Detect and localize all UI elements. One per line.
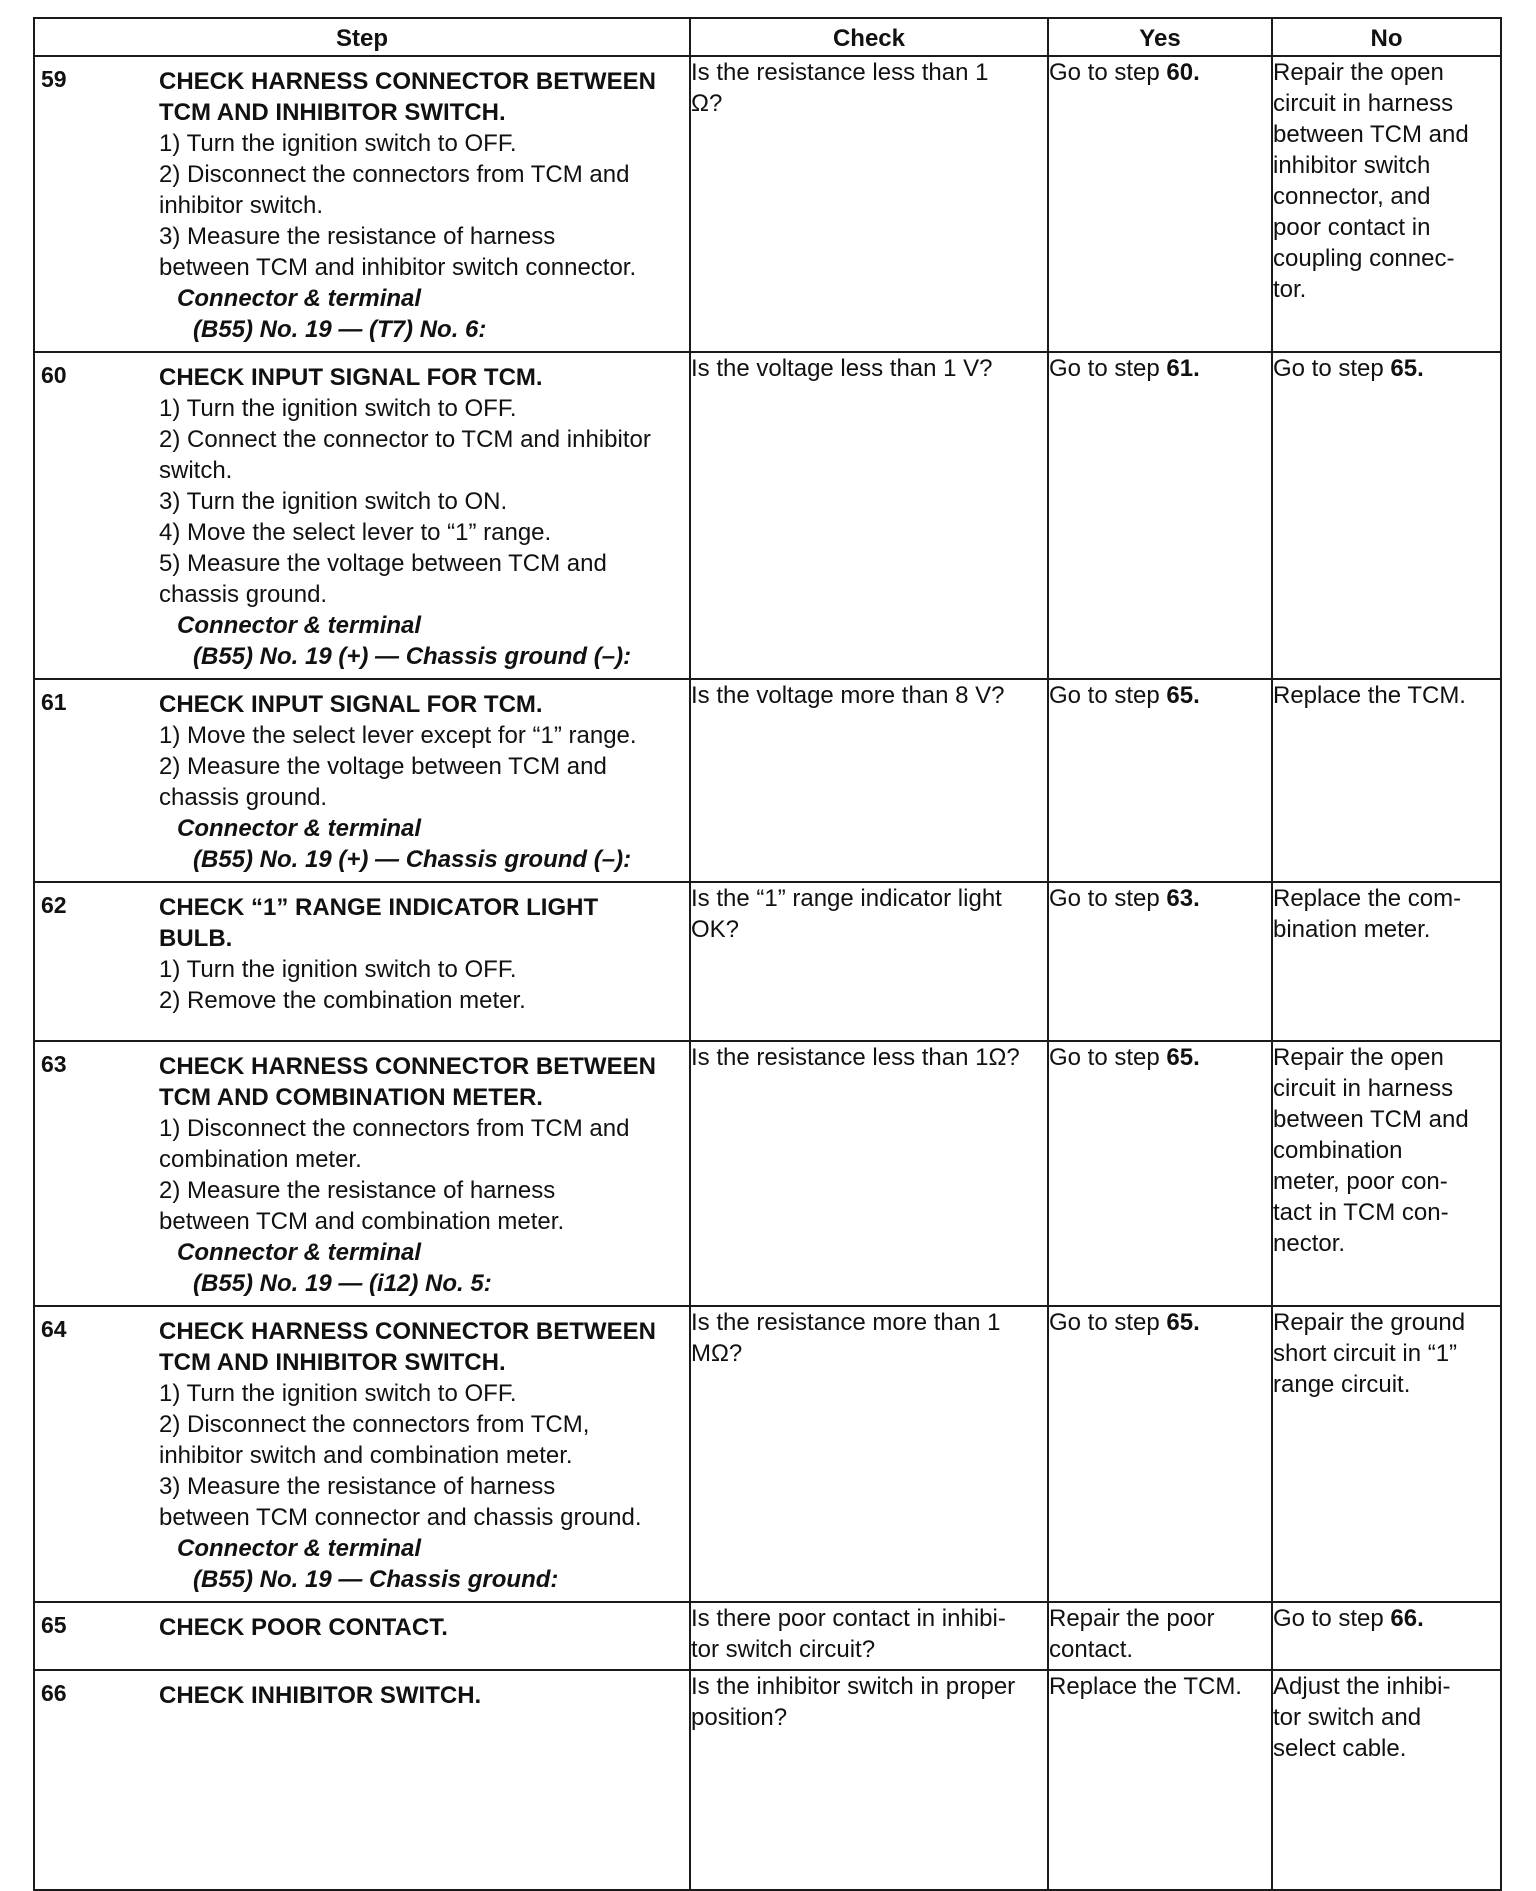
step-cell bbox=[34, 1602, 690, 1670]
instruction-line: 3) Measure the resistance of harness bbox=[159, 223, 556, 250]
step-title bbox=[159, 689, 681, 720]
check-cell bbox=[690, 882, 1048, 1041]
no-cell bbox=[1272, 1602, 1501, 1670]
step-number: 60 bbox=[41, 362, 67, 388]
connector-terminal: (B55) No. 19 — (i12) No. 5: bbox=[193, 1270, 492, 1297]
yes-text: Go to step bbox=[1049, 1044, 1167, 1071]
check-line: position? bbox=[691, 1704, 788, 1731]
connector-terminal: (B55) No. 19 (+) — Chassis ground (–): bbox=[193, 846, 632, 873]
no-cell bbox=[1272, 56, 1501, 352]
no-line: poor contact in bbox=[1273, 214, 1431, 241]
no-line: Replace the TCM. bbox=[1273, 682, 1466, 709]
instruction-line: 1) Turn the ignition switch to OFF. bbox=[159, 1380, 517, 1407]
no-cell bbox=[1272, 352, 1501, 679]
table-row bbox=[34, 882, 1501, 1041]
no-line: meter, poor con- bbox=[1273, 1168, 1448, 1195]
step-title-line: CHECK POOR CONTACT. bbox=[159, 1614, 448, 1641]
connector-label: Connector & terminal bbox=[177, 285, 422, 312]
table-row bbox=[34, 352, 1501, 679]
instruction-line: 2) Measure the resistance of harness bbox=[159, 1177, 556, 1204]
step-body bbox=[35, 57, 689, 351]
instruction-line: 1) Move the select lever except for “1” range. bbox=[159, 722, 637, 749]
step-body bbox=[35, 353, 689, 678]
step-body bbox=[35, 1603, 689, 1649]
check-line: OK? bbox=[691, 916, 740, 943]
instruction-line: chassis ground. bbox=[159, 581, 328, 608]
connector-terminal: (B55) No. 19 — (T7) No. 6: bbox=[193, 316, 487, 343]
check-line: Is the inhibitor switch in proper bbox=[691, 1673, 1016, 1700]
check-line: MΩ? bbox=[691, 1340, 743, 1367]
instruction-line: 1) Turn the ignition switch to OFF. bbox=[159, 956, 517, 983]
check-line: Is the resistance less than 1 bbox=[691, 59, 989, 86]
step-cell bbox=[34, 352, 690, 679]
step-body bbox=[35, 1307, 689, 1601]
step-number: 66 bbox=[41, 1680, 67, 1706]
check-line: Is the resistance more than 1 bbox=[691, 1309, 1001, 1336]
instruction-line: 5) Measure the voltage between TCM and bbox=[159, 550, 607, 577]
step-body bbox=[35, 883, 689, 1022]
yes-cell bbox=[1048, 1041, 1272, 1306]
no-line: tact in TCM con- bbox=[1273, 1199, 1449, 1226]
check-cell bbox=[690, 1602, 1048, 1670]
instruction-line: between TCM and inhibitor switch connector. bbox=[159, 254, 637, 281]
step-instruction bbox=[159, 128, 681, 159]
step-title-line: CHECK INPUT SIGNAL FOR TCM. bbox=[159, 691, 543, 718]
yes-cell bbox=[1048, 679, 1272, 882]
yes-text: Go to step bbox=[1049, 682, 1167, 709]
step-instruction bbox=[159, 985, 681, 1016]
connector-label: Connector & terminal bbox=[177, 815, 422, 842]
instruction-line: 3) Turn the ignition switch to ON. bbox=[159, 488, 508, 515]
diagnostic-table bbox=[33, 17, 1502, 1891]
check-line: Ω? bbox=[691, 90, 723, 117]
yes-cell bbox=[1048, 56, 1272, 352]
no-line: combination bbox=[1273, 1137, 1403, 1164]
instruction-line: 2) Measure the voltage between TCM and bbox=[159, 753, 607, 780]
instruction-line: between TCM and combination meter. bbox=[159, 1208, 565, 1235]
check-cell bbox=[690, 679, 1048, 882]
no-cell bbox=[1272, 679, 1501, 882]
no-line: Replace the com- bbox=[1273, 885, 1462, 912]
step-number: 62 bbox=[41, 892, 67, 918]
no-text: Go to step bbox=[1273, 355, 1391, 382]
instruction-line: combination meter. bbox=[159, 1146, 362, 1173]
no-line: inhibitor switch bbox=[1273, 152, 1431, 179]
step-cell bbox=[34, 1306, 690, 1602]
step-title-line: BULB. bbox=[159, 925, 233, 952]
step-title bbox=[159, 1051, 681, 1113]
step-number: 65 bbox=[41, 1612, 67, 1638]
step-title-line: CHECK HARNESS CONNECTOR BETWEEN bbox=[159, 1053, 656, 1080]
instruction-line: 2) Connect the connector to TCM and inhibitor bbox=[159, 426, 651, 453]
yes-text: Go to step bbox=[1049, 885, 1167, 912]
step-body bbox=[35, 680, 689, 881]
step-number: 63 bbox=[41, 1051, 67, 1077]
check-cell bbox=[690, 1670, 1048, 1890]
step-title bbox=[159, 66, 681, 128]
connector-label: Connector & terminal bbox=[177, 612, 422, 639]
no-line: nector. bbox=[1273, 1230, 1346, 1257]
step-title bbox=[159, 1612, 681, 1643]
header-step: Step bbox=[34, 18, 690, 56]
step-number: 61 bbox=[41, 689, 67, 715]
instruction-line: 2) Disconnect the connectors from TCM, bbox=[159, 1411, 590, 1438]
step-instruction bbox=[159, 393, 681, 424]
step-title bbox=[159, 892, 681, 954]
no-line: short circuit in “1” bbox=[1273, 1340, 1458, 1367]
step-title-line: TCM AND INHIBITOR SWITCH. bbox=[159, 1349, 506, 1376]
check-cell bbox=[690, 1306, 1048, 1602]
check-line: Is the “1” range indicator light bbox=[691, 885, 1002, 912]
header-no: No bbox=[1272, 18, 1501, 56]
no-cell bbox=[1272, 1306, 1501, 1602]
step-instruction bbox=[159, 751, 681, 813]
step-instruction bbox=[159, 954, 681, 985]
step-title-line: CHECK “1” RANGE INDICATOR LIGHT bbox=[159, 894, 599, 921]
step-instruction bbox=[159, 1175, 681, 1237]
table-row bbox=[34, 1306, 1501, 1602]
step-instruction bbox=[159, 1471, 681, 1533]
instruction-line: 1) Turn the ignition switch to OFF. bbox=[159, 130, 517, 157]
no-line: between TCM and bbox=[1273, 1106, 1469, 1133]
yes-text: Go to step bbox=[1049, 355, 1167, 382]
check-line: Is there poor contact in inhibi- bbox=[691, 1605, 1006, 1632]
step-title-line: CHECK INHIBITOR SWITCH. bbox=[159, 1682, 482, 1709]
step-cell bbox=[34, 882, 690, 1041]
no-line: bination meter. bbox=[1273, 916, 1431, 943]
yes-step-ref: 61. bbox=[1166, 355, 1200, 382]
table-row bbox=[34, 1041, 1501, 1306]
no-line: Repair the open bbox=[1273, 59, 1444, 86]
connector-terminal: (B55) No. 19 — Chassis ground: bbox=[193, 1566, 559, 1593]
no-line: Repair the ground bbox=[1273, 1309, 1466, 1336]
step-title bbox=[159, 1680, 681, 1711]
connector-label: Connector & terminal bbox=[177, 1535, 422, 1562]
step-instruction bbox=[159, 720, 681, 751]
check-cell bbox=[690, 352, 1048, 679]
header-row bbox=[34, 18, 1501, 56]
step-cell bbox=[34, 56, 690, 352]
step-body bbox=[35, 1671, 689, 1717]
instruction-line: switch. bbox=[159, 457, 233, 484]
instruction-line: 3) Measure the resistance of harness bbox=[159, 1473, 556, 1500]
no-line: range circuit. bbox=[1273, 1371, 1411, 1398]
instruction-line: inhibitor switch. bbox=[159, 192, 324, 219]
instruction-line: between TCM connector and chassis ground. bbox=[159, 1504, 642, 1531]
step-instruction bbox=[159, 159, 681, 221]
step-body bbox=[35, 1042, 689, 1305]
no-line: tor. bbox=[1273, 276, 1307, 303]
instruction-line: 4) Move the select lever to “1” range. bbox=[159, 519, 552, 546]
table-row bbox=[34, 1670, 1501, 1890]
step-title bbox=[159, 1316, 681, 1378]
step-title-line: CHECK HARNESS CONNECTOR BETWEEN bbox=[159, 68, 656, 95]
no-cell bbox=[1272, 1670, 1501, 1890]
check-line: Is the resistance less than 1Ω? bbox=[691, 1044, 1020, 1071]
step-cell bbox=[34, 1670, 690, 1890]
yes-step-ref: 65. bbox=[1166, 1044, 1200, 1071]
yes-line: Replace the TCM. bbox=[1049, 1673, 1242, 1700]
yes-step-ref: 65. bbox=[1166, 1309, 1200, 1336]
step-instruction bbox=[159, 1378, 681, 1409]
yes-step-ref: 60. bbox=[1166, 59, 1200, 86]
yes-step-ref: 65. bbox=[1166, 682, 1200, 709]
header-yes: Yes bbox=[1048, 18, 1272, 56]
check-line: Is the voltage more than 8 V? bbox=[691, 682, 1005, 709]
no-line: Adjust the inhibi- bbox=[1273, 1673, 1451, 1700]
instruction-line: 1) Disconnect the connectors from TCM and bbox=[159, 1115, 630, 1142]
check-cell bbox=[690, 1041, 1048, 1306]
check-cell bbox=[690, 56, 1048, 352]
instruction-line: inhibitor switch and combination meter. bbox=[159, 1442, 573, 1469]
yes-line: Repair the poor bbox=[1049, 1605, 1215, 1632]
instruction-line: 2) Remove the combination meter. bbox=[159, 987, 526, 1014]
check-line: tor switch circuit? bbox=[691, 1636, 876, 1663]
no-cell bbox=[1272, 1041, 1501, 1306]
step-number: 59 bbox=[41, 66, 67, 92]
no-step-ref: 66. bbox=[1390, 1605, 1424, 1632]
yes-line: contact. bbox=[1049, 1636, 1134, 1663]
step-number: 64 bbox=[41, 1316, 67, 1342]
no-step-ref: 65. bbox=[1390, 355, 1424, 382]
instruction-line: 2) Disconnect the connectors from TCM and bbox=[159, 161, 630, 188]
step-title-line: TCM AND COMBINATION METER. bbox=[159, 1084, 543, 1111]
table-row bbox=[34, 1602, 1501, 1670]
yes-cell bbox=[1048, 352, 1272, 679]
step-cell bbox=[34, 679, 690, 882]
table-row bbox=[34, 679, 1501, 882]
yes-cell bbox=[1048, 1306, 1272, 1602]
step-title-line: CHECK INPUT SIGNAL FOR TCM. bbox=[159, 364, 543, 391]
yes-cell bbox=[1048, 1670, 1272, 1890]
no-line: select cable. bbox=[1273, 1735, 1407, 1762]
yes-text: Go to step bbox=[1049, 1309, 1167, 1336]
check-line: Is the voltage less than 1 V? bbox=[691, 355, 993, 382]
step-instruction bbox=[159, 1113, 681, 1175]
no-line: circuit in harness bbox=[1273, 1075, 1454, 1102]
step-instruction bbox=[159, 486, 681, 517]
connector-terminal: (B55) No. 19 (+) — Chassis ground (–): bbox=[193, 643, 632, 670]
no-line: coupling connec- bbox=[1273, 245, 1455, 272]
step-instruction bbox=[159, 221, 681, 283]
step-instruction bbox=[159, 424, 681, 486]
table-row bbox=[34, 56, 1501, 352]
no-text: Go to step bbox=[1273, 1605, 1391, 1632]
no-line: between TCM and bbox=[1273, 121, 1469, 148]
header-check: Check bbox=[690, 18, 1048, 56]
step-instruction bbox=[159, 517, 681, 548]
step-title bbox=[159, 362, 681, 393]
step-instruction bbox=[159, 1409, 681, 1471]
no-line: tor switch and bbox=[1273, 1704, 1422, 1731]
step-title-line: TCM AND INHIBITOR SWITCH. bbox=[159, 99, 506, 126]
step-instruction bbox=[159, 548, 681, 610]
step-title-line: CHECK HARNESS CONNECTOR BETWEEN bbox=[159, 1318, 656, 1345]
yes-text: Go to step bbox=[1049, 59, 1167, 86]
connector-label: Connector & terminal bbox=[177, 1239, 422, 1266]
instruction-line: 1) Turn the ignition switch to OFF. bbox=[159, 395, 517, 422]
yes-cell bbox=[1048, 1602, 1272, 1670]
no-cell bbox=[1272, 882, 1501, 1041]
yes-step-ref: 63. bbox=[1166, 885, 1200, 912]
instruction-line: chassis ground. bbox=[159, 784, 328, 811]
no-line: circuit in harness bbox=[1273, 90, 1454, 117]
no-line: Repair the open bbox=[1273, 1044, 1444, 1071]
no-line: connector, and bbox=[1273, 183, 1431, 210]
yes-cell bbox=[1048, 882, 1272, 1041]
step-cell bbox=[34, 1041, 690, 1306]
